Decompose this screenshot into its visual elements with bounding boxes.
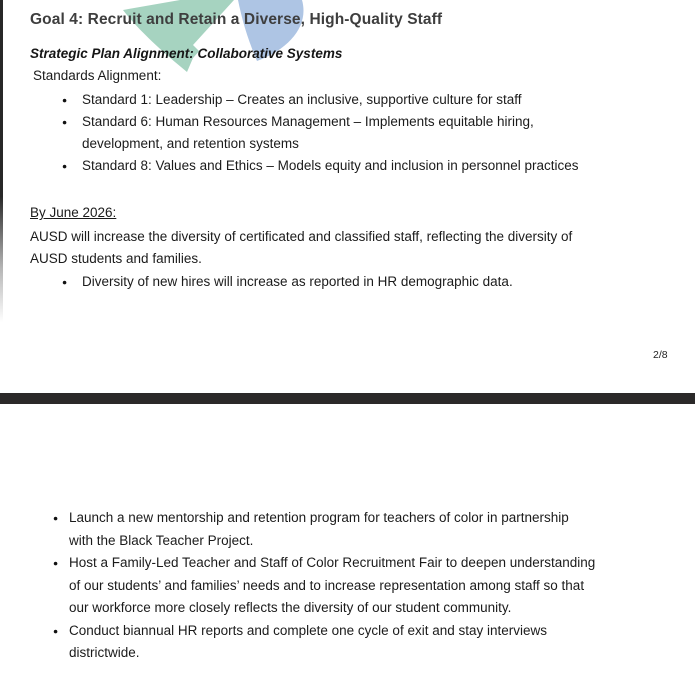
action-recruitment-fair-text: ● Host a Family-Led Teacher and Staff of Color Recruitment Fair to deepen understanding	[69, 555, 596, 570]
strategic-plan-alignment: Strategic Plan Alignment: Collaborative Systems	[30, 46, 343, 61]
list-item	[53, 620, 595, 665]
goal-title: Goal 4: Recruit and Retain a Diverse, High-Quality Staff	[30, 11, 443, 28]
goal-statement-line: AUSD students and families.	[30, 251, 202, 266]
list-item	[62, 111, 579, 155]
list-item	[62, 271, 513, 293]
actions-list	[53, 507, 595, 665]
metrics-list	[62, 271, 513, 293]
standard-6-text-cont: development, and retention systems	[82, 136, 299, 151]
list-item	[53, 552, 595, 620]
page-2	[0, 404, 695, 689]
list-item	[62, 89, 579, 111]
standard-1-text: ● Standard 1: Leadership – Creates an inclusive, supportive culture for staff	[82, 92, 522, 107]
metric-text: ● Diversity of new hires will increase as reported in HR demographic data.	[82, 274, 513, 289]
list-item	[62, 155, 579, 177]
page-edge-shadow	[0, 0, 3, 393]
action-mentorship-text-cont: with the Black Teacher Project.	[69, 532, 254, 548]
goal-statement	[30, 226, 572, 270]
page-number: 2/8	[653, 349, 668, 361]
action-hr-reports-text: ● Conduct biannual HR reports and complete one cycle of exit and stay interviews	[69, 622, 548, 638]
standard-8-text: ● Standard 8: Values and Ethics – Models equity and inclusion in personnel practices	[82, 158, 579, 173]
by-june-2026-heading: By June 2026:	[30, 205, 117, 220]
page-break-bar	[0, 393, 695, 404]
action-mentorship-text: ● Launch a new mentorship and retention program for teachers of color in partnership	[69, 510, 569, 525]
standard-6-text: ● Standard 6: Human Resources Management – Implements equitable hiring,	[82, 114, 534, 129]
action-recruitment-fair-text-cont: our workforce more closely reflects the diversity of our student community.	[69, 600, 512, 615]
goal-statement-line: AUSD will increase the diversity of certificated and classified staff, reflecting the diversity of	[30, 229, 573, 244]
list-item	[53, 507, 595, 552]
action-hr-reports-text-cont: districtwide.	[69, 645, 140, 660]
standards-list	[62, 89, 579, 177]
action-recruitment-fair-text-cont: of our students’ and families’ needs and to increase representation among staff so that	[69, 577, 585, 593]
standards-alignment-heading: Standards Alignment:	[33, 68, 162, 83]
